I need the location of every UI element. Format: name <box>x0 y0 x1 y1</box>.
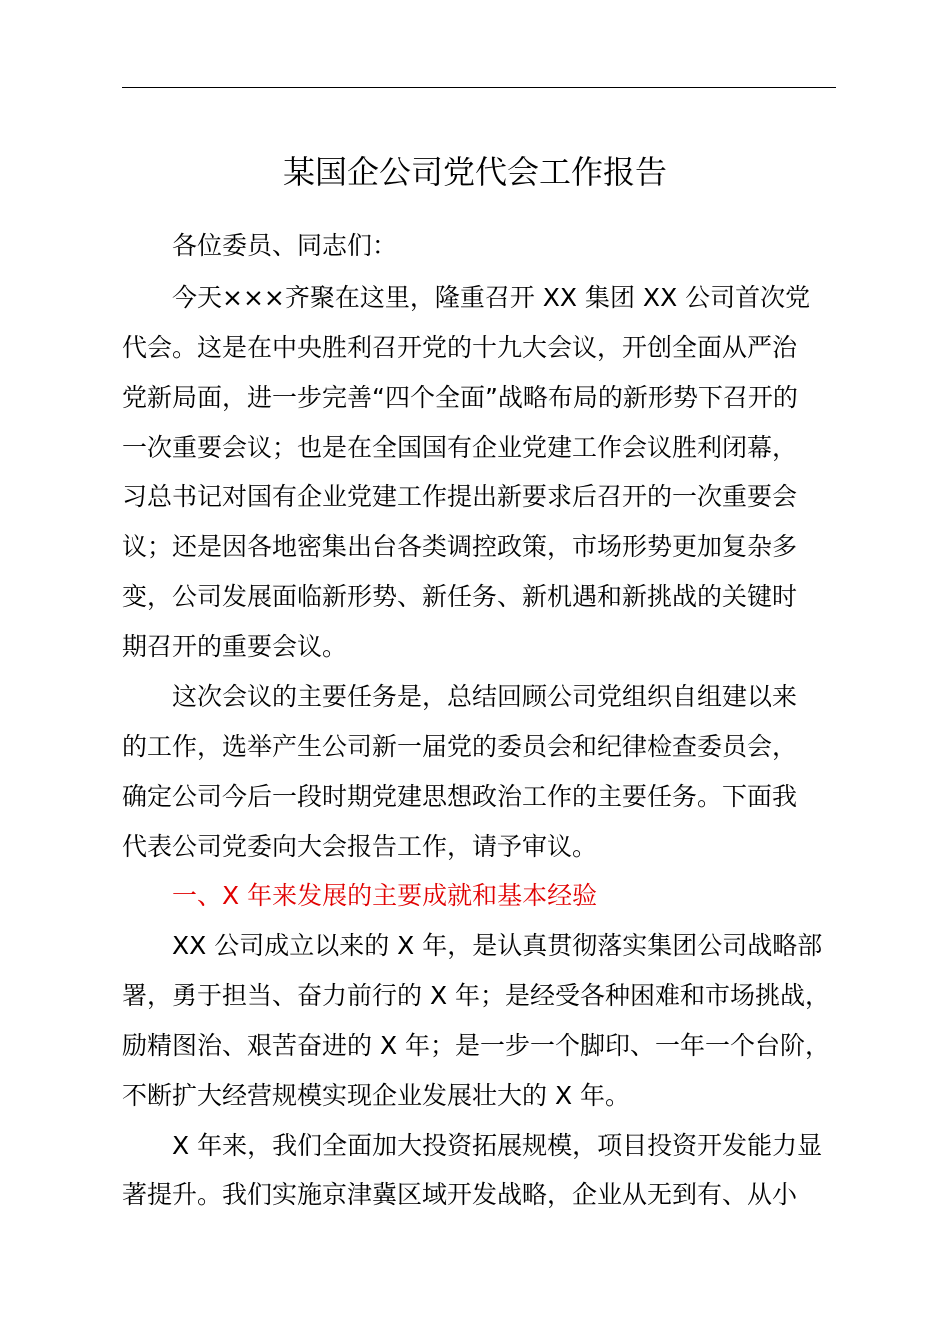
paragraph-line: 励精图治、艰苦奋进的 X 年；是一步一个脚印、一年一个台阶， <box>122 1031 831 1060</box>
paragraph-line: 的工作，选举产生公司新一届党的委员会和纪律检查委员会， <box>122 732 798 761</box>
header-rule <box>122 87 836 88</box>
paragraph-line: 一次重要会议；也是在全国国有企业党建工作会议胜利闭幕， <box>122 433 798 462</box>
salutation: 各位委员、同志们： <box>172 231 398 260</box>
document-title: 某国企公司党代会工作报告 <box>282 153 667 191</box>
paragraph-line: 著提升。我们实施京津冀区域开发战略，企业从无到有、从小 <box>122 1180 798 1209</box>
paragraph-line: 这次会议的主要任务是，总结回顾公司党组织自组建以来 <box>172 682 798 711</box>
paragraph-line: 不断扩大经营规模实现企业发展壮大的 X 年。 <box>122 1081 631 1110</box>
paragraph-line: 党新局面，进一步完善“四个全面”战略布局的新形势下召开的 <box>122 383 798 412</box>
paragraph-line: 代会。这是在中央胜利召开党的十九大会议，开创全面从严治 <box>122 333 798 362</box>
paragraph-line: 署，勇于担当、奋力前行的 X 年；是经受各种困难和市场挑战， <box>122 981 831 1010</box>
paragraph-line: 代表公司党委向大会报告工作，请予审议。 <box>122 832 598 861</box>
paragraph-line: 变，公司发展面临新形势、新任务、新机遇和新挑战的关键时 <box>122 582 798 611</box>
section-heading: 一、X 年来发展的主要成就和基本经验 <box>172 881 598 910</box>
paragraph-line: 议；还是因各地密集出台各类调控政策，市场形势更加复杂多 <box>122 532 798 561</box>
paragraph-line: X 年来，我们全面加大投资拓展规模，项目投资开发能力显 <box>172 1131 823 1160</box>
paragraph-line: 期召开的重要会议。 <box>122 632 348 661</box>
paragraph-line: 确定公司今后一段时期党建思想政治工作的主要任务。下面我 <box>122 782 798 811</box>
paragraph-line: 习总书记对国有企业党建工作提出新要求后召开的一次重要会 <box>122 482 798 511</box>
paragraph-line: 今天×××齐聚在这里，隆重召开 XX 集团 XX 公司首次党 <box>172 283 811 312</box>
paragraph-line: XX 公司成立以来的 X 年，是认真贯彻落实集团公司战略部 <box>172 931 823 960</box>
